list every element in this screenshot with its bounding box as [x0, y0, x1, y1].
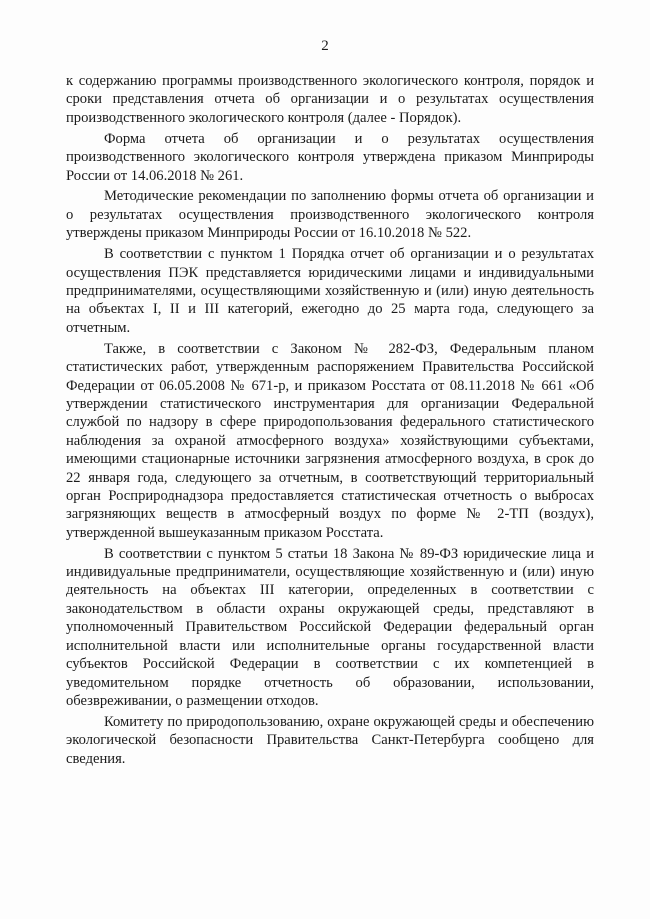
paragraph-report-form: Форма отчета об организации и о результатах осуществления производственного экологического контроля утверждена приказом Минприроды России от 14.06.2018 № 261.: [66, 130, 594, 184]
paragraph-2tp-air-report: Также, в соответствии с Законом № 282-ФЗ, Федеральным планом статистических работ, утвержденным распоряжением Правительства Российской Федерации от 06.05.2008 № 671-р, и приказом Росстата от 08.11.2018 № 661 «Об утверждении статистического инструментария для организации Федеральной службой по надзору в сфере природопользования федерального статистического наблюдения за охраной атмосферного воздуха» хозяйствующими субъектами, имеющими стационарные источники загрязнения атмосферного воздуха, в срок до 22 января года, следующего за отчетным, в соответствующий территориальный орган Росприроднадзора предоставляется статистическая отчетность о выбросах загрязняющих веществ в атмосферный воздух по форме № 2-ТП (воздух), утвержденной вышеуказанным приказом Росстата.: [66, 340, 594, 541]
paragraph-committee-notice: Комитету по природопользованию, охране окружающей среды и обеспечению экологической безопасности Правительства Санкт-Петербурга сообщено для сведения.: [66, 713, 594, 767]
paragraph-waste-reporting: В соответствии с пунктом 5 статьи 18 Закона № 89-ФЗ юридические лица и индивидуальные предприниматели, осуществляющие хозяйственную и (или) иную деятельность на объектах III категории, определенных в соответствии с законодательством в области охраны окружающей среды, представляют в уполномоченный Правительством Российской Федерации федеральный орган исполнительной власти или исполнительные органы государственной власти субъектов Российской Федерации в соответствии с их компетенцией в уведомительном порядке отчетность об образовании, использовании, обезвреживании, о размещении отходов.: [66, 545, 594, 709]
page-number: 2: [321, 38, 329, 54]
paragraph-methodical-recommendations: Методические рекомендации по заполнению формы отчета об организации и о результатах осуществления производственного экологического контроля утверждены приказом Минприроды России от 16.10.2018 № 522.: [66, 188, 594, 242]
paragraph-pek-report-deadline: В соответствии с пунктом 1 Порядка отчет об организации и о результатах осуществления ПЭК представляется юридическими лицами и индивидуальными предпринимателями, осуществляющими хозяйственную и (или) иную деятельность на объектах I, II и III категорий, ежегодно до 25 марта года, следующего за отчетным.: [66, 246, 594, 336]
paragraph-continuation: к содержанию программы производственного экологического контроля, порядок и сроки представления отчета об организации и о результатах осуществления производственного экологического контроля (далее - Порядок).: [66, 73, 594, 126]
document-body: [66, 72, 594, 771]
